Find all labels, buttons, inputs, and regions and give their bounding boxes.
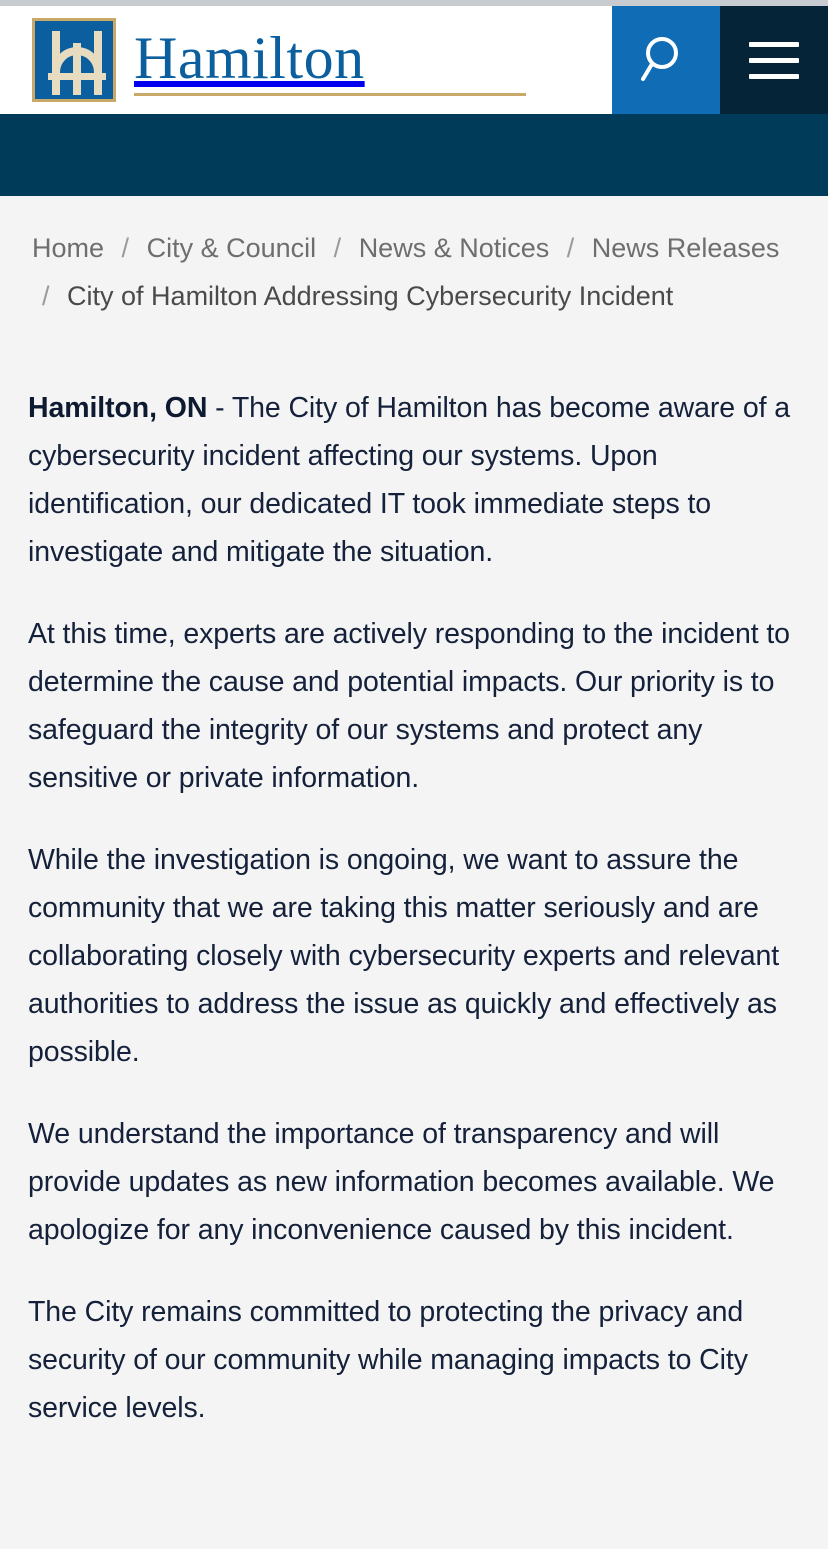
article-paragraph-5: The City remains committed to protecting the privacy and security of our community while managing impacts to City service levels. <box>28 1296 748 1424</box>
wordmark-gold-rule <box>134 93 526 96</box>
news-release-article <box>28 320 800 1432</box>
breadcrumb-separator: / <box>566 233 575 263</box>
breadcrumb-separator: / <box>42 281 50 311</box>
article-paragraph-2: At this time, experts are actively responding to the incident to determine the cause and potential impacts. Our priority is to safeguard the integrity of our systems and protect any sensitive or private information. <box>28 618 790 794</box>
breadcrumb-separator: / <box>333 233 342 263</box>
breadcrumb <box>28 196 800 320</box>
breadcrumb-item-news-notices[interactable]: News & Notices <box>358 233 550 263</box>
article-paragraph-1-text: - The City of Hamilton has become aware of a cybersecurity incident affecting our systems. Upon identification, our dedicated IT took immediate steps to investigate and mitigate the situation. <box>28 392 790 568</box>
page-body <box>0 196 828 1549</box>
site-wordmark: Hamilton <box>134 24 365 91</box>
breadcrumb-item-city-council[interactable]: City & Council <box>146 233 317 263</box>
menu-icon-line-1 <box>749 42 799 47</box>
search-button[interactable] <box>612 6 720 114</box>
article-paragraph-4: We understand the importance of transparency and will provide updates as new information becomes available. We apologize for any inconvenience caused by this incident. <box>28 1118 775 1246</box>
breadcrumb-item-current: City of Hamilton Addressing Cybersecurity Incident <box>67 281 674 311</box>
utility-nav-bar <box>0 114 828 196</box>
search-icon <box>639 32 693 89</box>
breadcrumb-item-home[interactable]: Home <box>32 233 105 263</box>
article-paragraph-1 <box>28 384 800 576</box>
site-logo-link[interactable] <box>0 6 612 114</box>
site-header <box>0 6 828 114</box>
menu-icon-line-3 <box>749 74 799 79</box>
menu-button[interactable] <box>720 6 828 114</box>
article-dateline: Hamilton, ON <box>28 392 208 424</box>
breadcrumb-separator: / <box>121 233 130 263</box>
breadcrumb-item-news-releases[interactable]: News Releases <box>591 233 780 263</box>
wordmark-wrap <box>134 25 526 96</box>
menu-icon-line-2 <box>749 58 799 63</box>
article-paragraph-3: While the investigation is ongoing, we want to assure the community that we are taking this matter seriously and are collaborating closely with cybersecurity experts and relevant authorities to address the issue as quickly and effectively as possible. <box>28 844 780 1068</box>
city-crest-icon <box>32 18 116 102</box>
